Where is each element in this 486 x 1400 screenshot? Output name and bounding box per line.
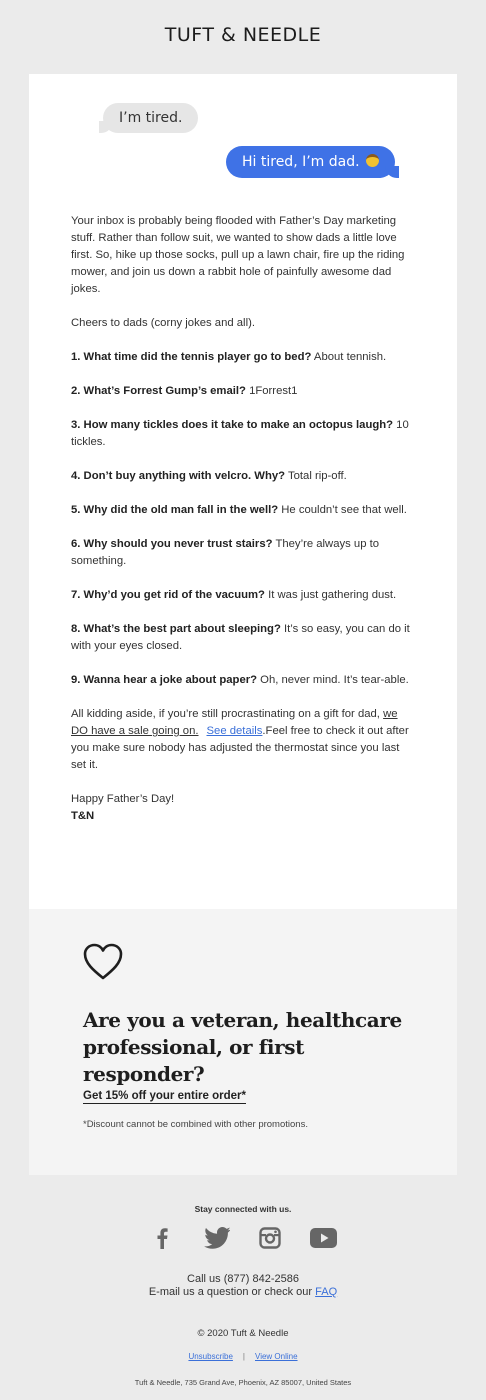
- company-address: Tuft & Needle, 735 Grand Ave, Phoenix, AZ 85007, United States: [134, 1378, 352, 1387]
- joke-answer: They’re always up to something.: [71, 538, 380, 567]
- discount-cta-link[interactable]: Get 15% off your entire order*: [83, 1090, 246, 1102]
- joke-question: 4. Don’t buy anything with velcro. Why?: [71, 470, 286, 482]
- email-text: E-mail us a question or check our: [148, 1286, 316, 1298]
- joke-answer: He couldn’t see that well.: [278, 504, 407, 516]
- social-links: [0, 1227, 486, 1253]
- joke-answer: Oh, never mind. It’s tear-able.: [257, 674, 409, 686]
- unsubscribe-link[interactable]: Unsubscribe: [188, 1352, 233, 1361]
- joke-question: 6. Why should you never trust stairs?: [71, 538, 273, 550]
- joke-item: [71, 536, 417, 570]
- signoff: [71, 791, 417, 825]
- joke-item: [71, 349, 417, 366]
- closing-text-post: .Feel free to check it out after you make sure nobody has adjusted the thermostat since you last set it.: [71, 725, 409, 771]
- joke-answer: It’s so easy, you can do it with your eyes closed.: [71, 623, 410, 652]
- joke-answer: 10 tickles.: [71, 419, 409, 448]
- stay-connected-label: Stay connected with us.: [194, 1204, 292, 1214]
- joke-answer: About tennish.: [311, 351, 387, 363]
- joke-question: 2. What’s Forrest Gump’s email?: [71, 385, 246, 397]
- joke-question: 8. What’s the best part about sleeping?: [71, 623, 281, 635]
- footer-links: [0, 1352, 486, 1361]
- instagram-icon[interactable]: [259, 1227, 281, 1249]
- facebook-icon[interactable]: [156, 1227, 168, 1249]
- intro-paragraph: Your inbox is probably being flooded with Father’s Day marketing stuff. Rather than follow suit, we wanted to show dads a little love first. So, hike up those socks, pull up a lawn chair, fire up the riding mower, and join us down a rabbit hole of painfully awesome dad jokes.: [71, 215, 405, 295]
- closing-text-pre: All kidding aside, if you’re still procrastinating on a gift for dad,: [71, 708, 384, 720]
- sent-message-bubble: [226, 146, 395, 178]
- cheers-line: Cheers to dads (corny jokes and all).: [71, 317, 255, 329]
- phone-line: Call us (877) 842-2586: [187, 1273, 299, 1285]
- email-card: [29, 74, 457, 909]
- joke-question: 3. How many tickles does it take to make an octopus laugh?: [71, 419, 394, 431]
- joke-item: [71, 621, 417, 655]
- signature: T&N: [71, 810, 95, 822]
- discount-disclaimer: *Discount cannot be combined with other promotions.: [83, 1119, 308, 1130]
- link-separator: |: [242, 1352, 245, 1361]
- received-message-bubble: I’m tired.: [103, 103, 198, 133]
- signoff-text: Happy Father’s Day!: [71, 793, 175, 805]
- email-line: [0, 1286, 486, 1299]
- see-details-link[interactable]: See details: [206, 725, 263, 737]
- contact-info: [0, 1273, 486, 1299]
- heart-icon: [83, 943, 123, 981]
- brand-logo[interactable]: TUFT & NEEDLE: [164, 24, 322, 46]
- joke-answer: 1Forrest1: [245, 385, 298, 397]
- cowboy-emoji-icon: [366, 154, 379, 167]
- joke-item: [71, 417, 417, 451]
- faq-link[interactable]: FAQ: [315, 1286, 338, 1298]
- sale-link[interactable]: we DO have a sale going on.: [71, 708, 398, 737]
- joke-question: 7. Why’d you get rid of the vacuum?: [71, 589, 265, 601]
- youtube-icon[interactable]: [310, 1227, 338, 1249]
- email-body: [71, 213, 417, 825]
- closing-paragraph: [71, 706, 417, 774]
- joke-item: [71, 383, 417, 400]
- joke-item: [71, 468, 417, 485]
- joke-question: 1. What time did the tennis player go to bed?: [71, 351, 312, 363]
- joke-item: [71, 587, 417, 604]
- joke-item: [71, 502, 417, 519]
- promo-section: [29, 909, 457, 1175]
- promo-title: Are you a veteran, healthcare professional, or first responder?: [83, 1008, 402, 1086]
- twitter-icon[interactable]: [204, 1227, 230, 1249]
- view-online-link[interactable]: View Online: [255, 1352, 298, 1361]
- sent-message-text: Hi tired, I’m dad.: [242, 154, 360, 170]
- joke-item: [71, 672, 417, 689]
- joke-answer: Total rip-off.: [285, 470, 347, 482]
- copyright: © 2020 Tuft & Needle: [197, 1328, 289, 1339]
- joke-answer: It was just gathering dust.: [264, 589, 397, 601]
- joke-question: 5. Why did the old man fall in the well?: [71, 504, 279, 516]
- joke-question: 9. Wanna hear a joke about paper?: [71, 674, 258, 686]
